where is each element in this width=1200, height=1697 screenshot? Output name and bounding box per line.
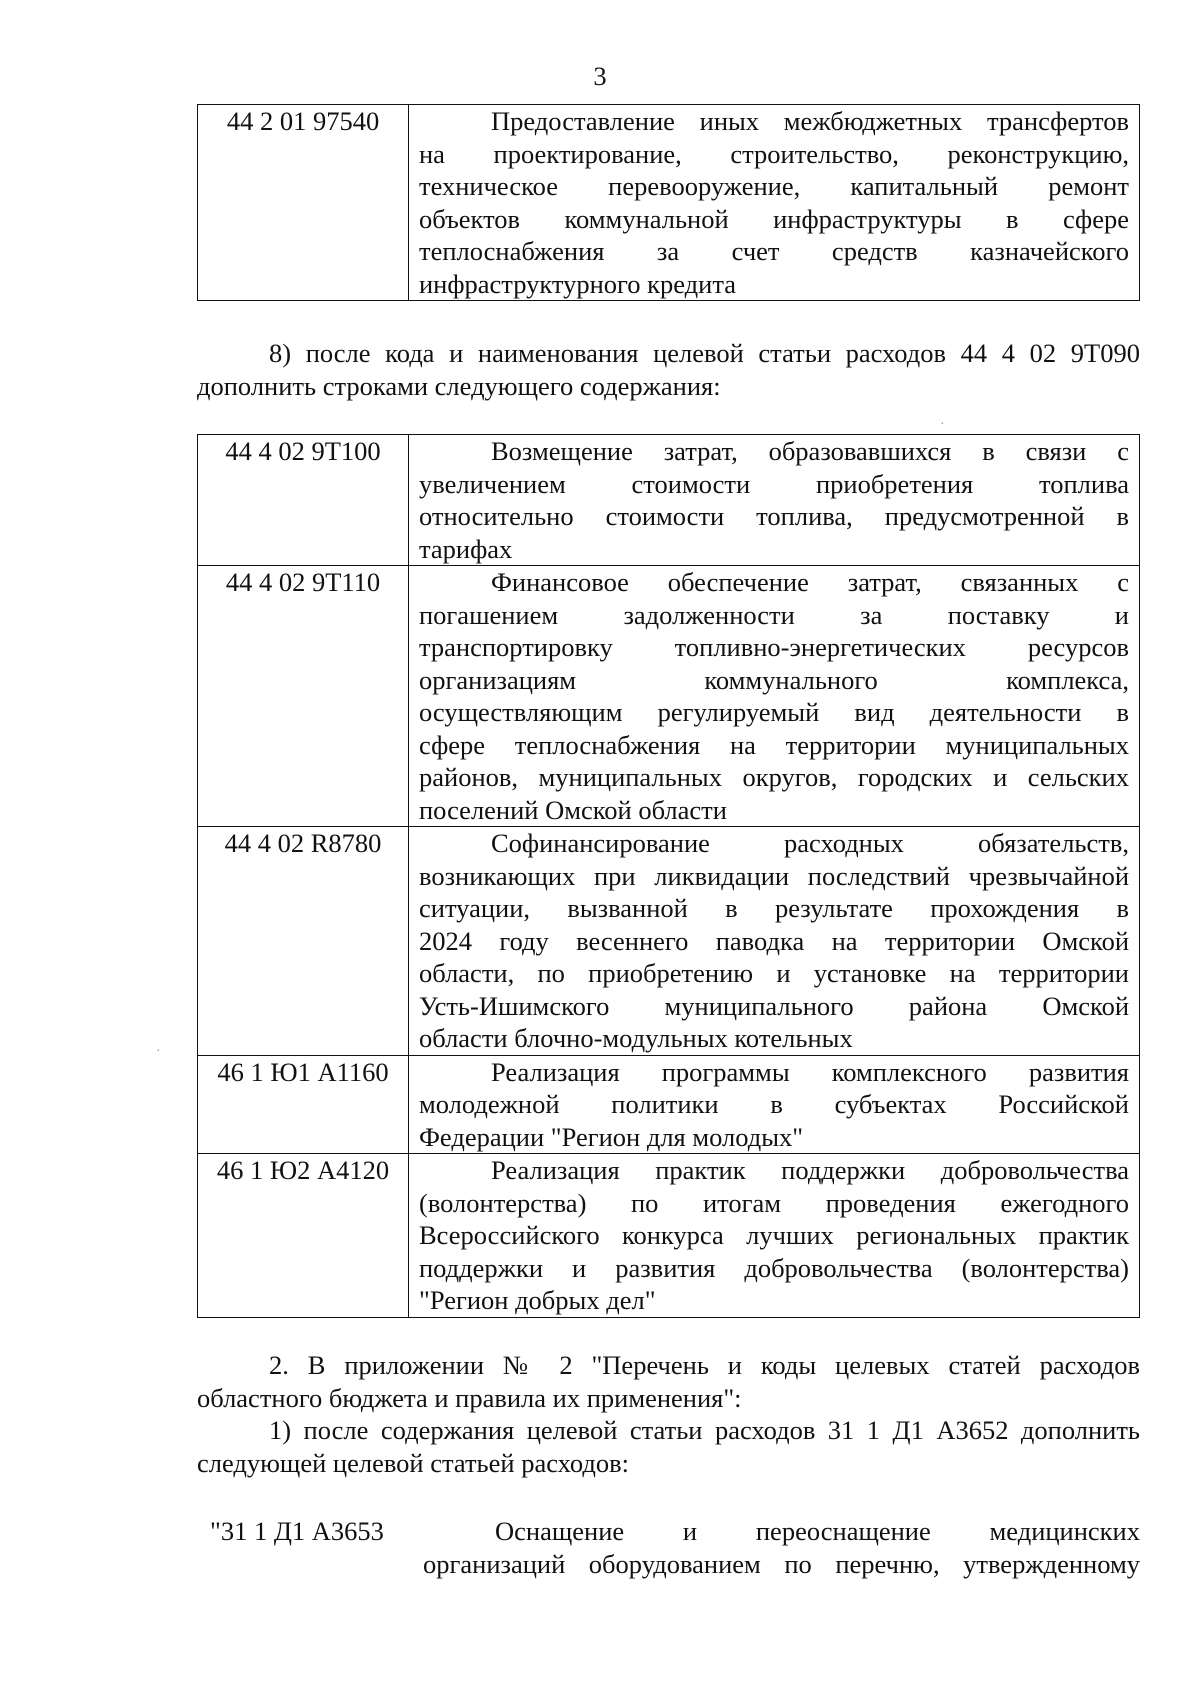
target-items-table-continued bbox=[197, 104, 1140, 301]
table-row bbox=[198, 1154, 1140, 1318]
target-item-code: 46 1 Ю2 А4120 bbox=[198, 1154, 409, 1318]
target-item-description: Реализация практик поддержки добровольчества (волонтерства) по итогам проведения ежегодного Всероссийского конкурса лучших региональных практик поддержки и развития добровольчества (волонтерства) "Регион добрых дел" bbox=[409, 1154, 1140, 1318]
table-row bbox=[198, 1055, 1140, 1154]
scan-mark: · bbox=[940, 417, 945, 432]
entry-description: Оснащение и переоснащение медицинских организаций оборудованием по перечню, утвержденному bbox=[423, 1516, 1140, 1579]
table-row bbox=[198, 105, 1140, 301]
target-item-description: Софинансирование расходных обязательств, возникающих при ликвидации последствий чрезвычайной ситуации, вызванной в результате прохождения в 2024 году весеннего паводка на территории Омской области, по приобретению и установке на территории Усть-Ишимского муниципального района Омской области блочно-модульных котельных bbox=[409, 827, 1140, 1056]
target-item-code: 44 4 02 9Т100 bbox=[198, 435, 409, 566]
target-item-description: Финансовое обеспечение затрат, связанных с погашением задолженности за поставку и транспортировку топливно-энергетических ресурсов организациям коммунального комплекса, осуществляющим регулируемый вид деятельности в сфере теплоснабжения на территории муниципальных районов, муниципальных округов, городских и сельских поселений Омской области bbox=[409, 566, 1140, 827]
table-row bbox=[198, 827, 1140, 1056]
paragraph-section-2: 2. В приложении № 2 "Перечень и коды целевых статей расходов областного бюджета и правила их применения": bbox=[197, 1350, 1140, 1413]
table-row bbox=[198, 435, 1140, 566]
target-item-description: Возмещение затрат, образовавшихся в связи с увеличением стоимости приобретения топлива относительно стоимости топлива, предусмотренной в тарифах bbox=[409, 435, 1140, 566]
table-row bbox=[198, 566, 1140, 827]
target-item-code: 44 4 02 9Т110 bbox=[198, 566, 409, 827]
page-number: 3 bbox=[593, 61, 607, 91]
target-item-code: 46 1 Ю1 А1160 bbox=[198, 1055, 409, 1154]
target-items-table bbox=[197, 434, 1140, 1318]
entry-code: "31 1 Д1 А3653 bbox=[210, 1516, 384, 1546]
target-item-code: 44 4 02 R8780 bbox=[198, 827, 409, 1056]
paragraph-item-8: 8) после кода и наименования целевой статьи расходов 44 4 02 9Т090 дополнить строками следующего содержания: bbox=[197, 338, 1140, 401]
target-item-code: 44 2 01 97540 bbox=[198, 105, 409, 301]
scan-mark: · bbox=[156, 1044, 161, 1059]
paragraph-section-2-item-1: 1) после содержания целевой статьи расходов 31 1 Д1 А3652 дополнить следующей целевой статьей расходов: bbox=[197, 1415, 1140, 1478]
target-item-description: Предоставление иных межбюджетных трансфертов на проектирование, строительство, реконструкцию, техническое перевооружение, капитальный ремонт объектов коммунальной инфраструктуры в сфере теплоснабжения за счет средств казначейского инфраструктурного кредита bbox=[409, 105, 1140, 301]
target-item-description: Реализация программы комплексного развития молодежной политики в субъектах Российской Федерации "Регион для молодых" bbox=[409, 1055, 1140, 1154]
